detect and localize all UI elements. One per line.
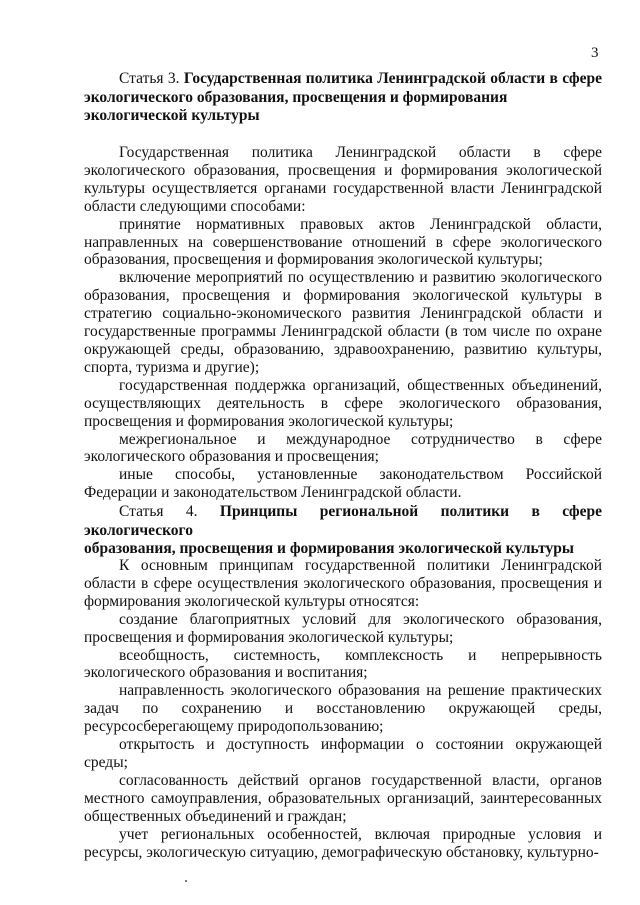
article-3-heading-line2 <box>84 89 602 126</box>
article-4-paragraph: К основным принципам государственной политики Ленинградской области в сфере осуществления экологического образования, просвещения и формирования экологической культуры относятся: <box>84 557 602 610</box>
article-3-paragraph: принятие нормативных правовых актов Ленинградской области, направленных на совершенствование отношений в сфере экологического образования, просвещения и формирования экологической культуры; <box>84 215 602 269</box>
article-3-heading-text: Государственная политика Ленинградской области в сфере <box>183 70 602 87</box>
article-4-heading-line2 <box>84 540 602 559</box>
article-4-heading-text: Принципы региональной политики в сфере экологического <box>84 503 602 539</box>
article-3-body <box>84 144 602 502</box>
article-4-label: Статья 4. <box>119 503 220 520</box>
article-4-heading-line1 <box>84 503 602 540</box>
article-4-paragraph: создание благоприятных условий для экологического образования, просвещения и формирования экологической культуры; <box>84 610 602 646</box>
scan-speck <box>185 880 187 882</box>
article-4-body <box>84 557 602 861</box>
page-number: 3 <box>591 45 599 61</box>
article-4-paragraph: всеобщность, системность, комплексность и непрерывность экологического образования и воспитания; <box>84 646 602 682</box>
article-4-paragraph: учет региональных особенностей, включая природные условия и ресурсы, экологическую ситуацию, демографическую обстановку, культурно- <box>84 825 602 861</box>
article-3-label: Статья 3. <box>119 70 184 87</box>
article-4-heading <box>84 503 602 559</box>
article-4-paragraph: направленность экологического образования на решение практических задач по сохранению и восстановлению окружающей среды, ресурсосберегающему природопользованию; <box>84 682 602 736</box>
article-3-paragraph: межрегиональное и международное сотрудничество в сфере экологического образования и просвещения; <box>84 430 602 466</box>
article-4-paragraph: согласованность действий органов государственной власти, органов местного самоуправления, образовательных организаций, заинтересованных общественных объединений и граждан; <box>84 771 602 825</box>
article-3-heading-line1 <box>84 70 602 89</box>
article-3-paragraph: включение мероприятий по осуществлению и развитию экологического образования, просвещения и формирования экологической культуры в стратегию социально-экономического развития Ленинградской области и государственные программы Ленинградской области (в том числе по охране окружающей среды, образованию, здравоохранению, развитию культуры, спорта, туризма и другие); <box>84 269 602 376</box>
article-3-heading-rest: экологического образования, просвещения и формирования экологической культуры <box>84 88 508 124</box>
article-3-paragraph: Государственная политика Ленинградской области в сфере экологического образования, просвещения и формирования экологической культуры осуществляется органами государственной власти Ленинградской области следующими способами: <box>84 144 602 215</box>
article-3-paragraph: государственная поддержка организаций, общественных объединений, осуществляющих деятельность в сфере экологического образования, просвещения и формирования экологической культуры; <box>84 376 602 430</box>
article-4-paragraph: открытость и доступность информации о состоянии окружающей среды; <box>84 736 602 771</box>
article-3-paragraph: иные способы, установленные законодательством Российской Федерации и законодательством Ленинградской области. <box>84 466 602 502</box>
article-4-heading-rest: образования, просвещения и формирования экологической культуры <box>84 540 575 557</box>
article-3-heading <box>84 70 602 126</box>
